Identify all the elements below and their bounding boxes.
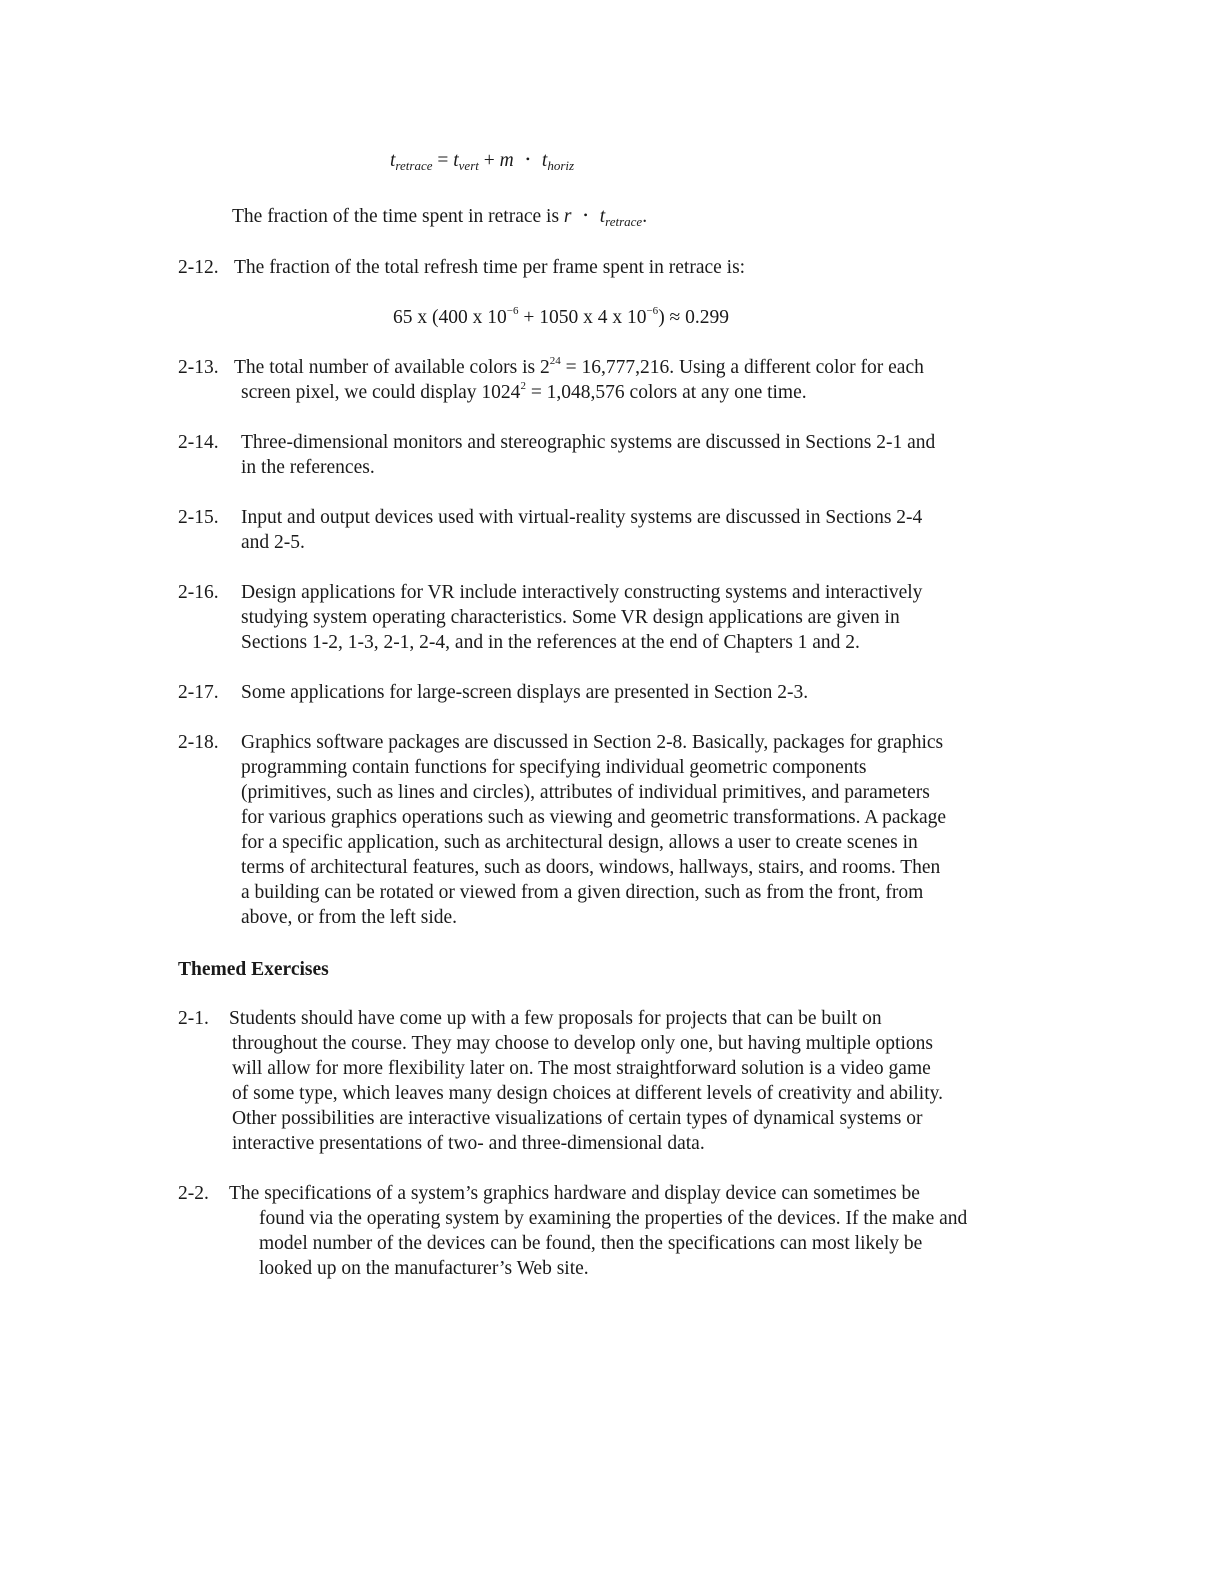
exercise-number: 2-13. (178, 357, 219, 378)
eq-exponent: −6 (646, 305, 659, 317)
exercise-text: programming contain functions for specifying individual geometric components (241, 757, 867, 778)
period: . (642, 206, 648, 227)
exercise-number: 2-12. (178, 257, 219, 278)
eq-subscript: retrace (605, 214, 643, 229)
eq-part: ) ≈ 0.299 (658, 307, 730, 328)
exercise-text: Design applications for VR include interactively constructing systems and interactively (241, 582, 923, 603)
exercise-2-17 (178, 680, 1038, 705)
eq-symbol: r (563, 206, 572, 227)
eq-operator: = (432, 150, 454, 171)
exercise-text: Students should have come up with a few proposals for projects that can be built on (229, 1008, 882, 1029)
themed-exercise-2-2 (178, 1181, 1038, 1281)
exercise-2-18 (178, 730, 1038, 930)
section-heading: Themed Exercises (178, 959, 329, 980)
eq-symbol: t (390, 150, 396, 171)
exercise-text: interactive presentations of two- and three-dimensional data. (232, 1133, 705, 1154)
exercise-text: and 2-5. (241, 532, 305, 553)
exercise-2-15 (178, 505, 1038, 555)
exercise-text: Some applications for large-screen displays are presented in Section 2-3. (241, 682, 809, 703)
exponent: 2 (520, 380, 526, 392)
eq-symbol: t (599, 206, 606, 227)
exercise-text (178, 380, 1038, 405)
exercise-2-14 (178, 430, 1038, 480)
exercise-2-13 (178, 355, 1038, 405)
text-run: = 16,777,216. Using a different color for each (560, 357, 924, 378)
multiply-dot: • (525, 152, 530, 166)
exercise-number: 2-1. (178, 1008, 209, 1029)
exercise-2-12 (178, 255, 1038, 280)
exercise-text: found via the operating system by examining the properties of the devices. If the make and (259, 1208, 968, 1229)
eq-subscript: vert (458, 158, 479, 173)
text-run: = 1,048,576 colors at any one time. (525, 382, 807, 403)
eq-part: + 1050 x 4 x 10 (518, 307, 647, 328)
exercise-text: terms of architectural features, such as doors, windows, hallways, stairs, and rooms. Then (241, 857, 941, 878)
eq-symbol: m (499, 150, 514, 171)
exercise-text (178, 355, 1038, 380)
exercise-number: 2-17. (178, 682, 219, 703)
text-run: The total number of available colors is 2 (234, 357, 550, 378)
exercise-text: looked up on the manufacturer’s Web site. (259, 1258, 589, 1279)
fraction-text: The fraction of the time spent in retrace is (232, 206, 564, 227)
themed-exercise-2-1 (178, 1006, 1038, 1156)
exercise-text: Three-dimensional monitors and stereographic systems are discussed in Sections 2-1 and (241, 432, 936, 453)
eq-part: 65 x (400 x 10 (393, 307, 507, 328)
eq-subscript: horiz (547, 158, 575, 173)
eq-exponent: −6 (506, 305, 519, 317)
exercise-text: Input and output devices used with virtual-reality systems are discussed in Sections 2-4 (241, 507, 923, 528)
multiply-dot: • (583, 208, 588, 222)
exercise-text: for various graphics operations such as viewing and geometric transformations. A package (241, 807, 947, 828)
exercise-number: 2-15. (178, 507, 219, 528)
exercise-text: of some type, which leaves many design choices at different levels of creativity and ability. (232, 1083, 943, 1104)
exercise-text: studying system operating characteristics. Some VR design applications are given in (241, 607, 900, 628)
eq-subscript: retrace (395, 158, 433, 173)
exercise-text: throughout the course. They may choose to develop only one, but having multiple options (232, 1033, 933, 1054)
exercise-text: Sections 1-2, 1-3, 2-1, 2-4, and in the references at the end of Chapters 1 and 2. (241, 632, 860, 653)
exponent: 24 (549, 355, 561, 367)
eq-operator: + (478, 150, 500, 171)
exercise-text: will allow for more flexibility later on. The most straightforward solution is a video game (232, 1058, 931, 1079)
exercise-text: in the references. (241, 457, 375, 478)
exercise-text: Graphics software packages are discussed in Section 2-8. Basically, packages for graphics (241, 732, 944, 753)
exercise-number: 2-16. (178, 582, 219, 603)
exercise-text: The specifications of a system’s graphics hardware and display device can sometimes be (229, 1183, 920, 1204)
exercise-text: (primitives, such as lines and circles), attributes of individual primitives, and parameters (241, 782, 930, 803)
exercise-text: above, or from the left side. (241, 907, 458, 928)
text-run: screen pixel, we could display 1024 (241, 382, 521, 403)
retrace-fraction-text (232, 203, 647, 234)
eq-symbol: t (541, 150, 548, 171)
refresh-fraction-equation (393, 305, 729, 330)
exercise-text: Other possibilities are interactive visualizations of certain types of dynamical systems or (232, 1108, 923, 1129)
exercise-text: The fraction of the total refresh time per frame spent in retrace is: (234, 257, 746, 278)
eq-symbol: t (453, 150, 459, 171)
exercise-number: 2-14. (178, 432, 219, 453)
exercise-text: model number of the devices can be found, then the specifications can most likely be (259, 1233, 923, 1254)
exercise-2-16 (178, 580, 1038, 655)
exercise-number: 2-2. (178, 1183, 209, 1204)
exercise-number: 2-18. (178, 732, 219, 753)
exercise-text: for a specific application, such as architectural design, allows a user to create scenes in (241, 832, 918, 853)
retrace-time-equation (390, 147, 574, 178)
exercise-text: a building can be rotated or viewed from a given direction, such as from the front, from (241, 882, 924, 903)
